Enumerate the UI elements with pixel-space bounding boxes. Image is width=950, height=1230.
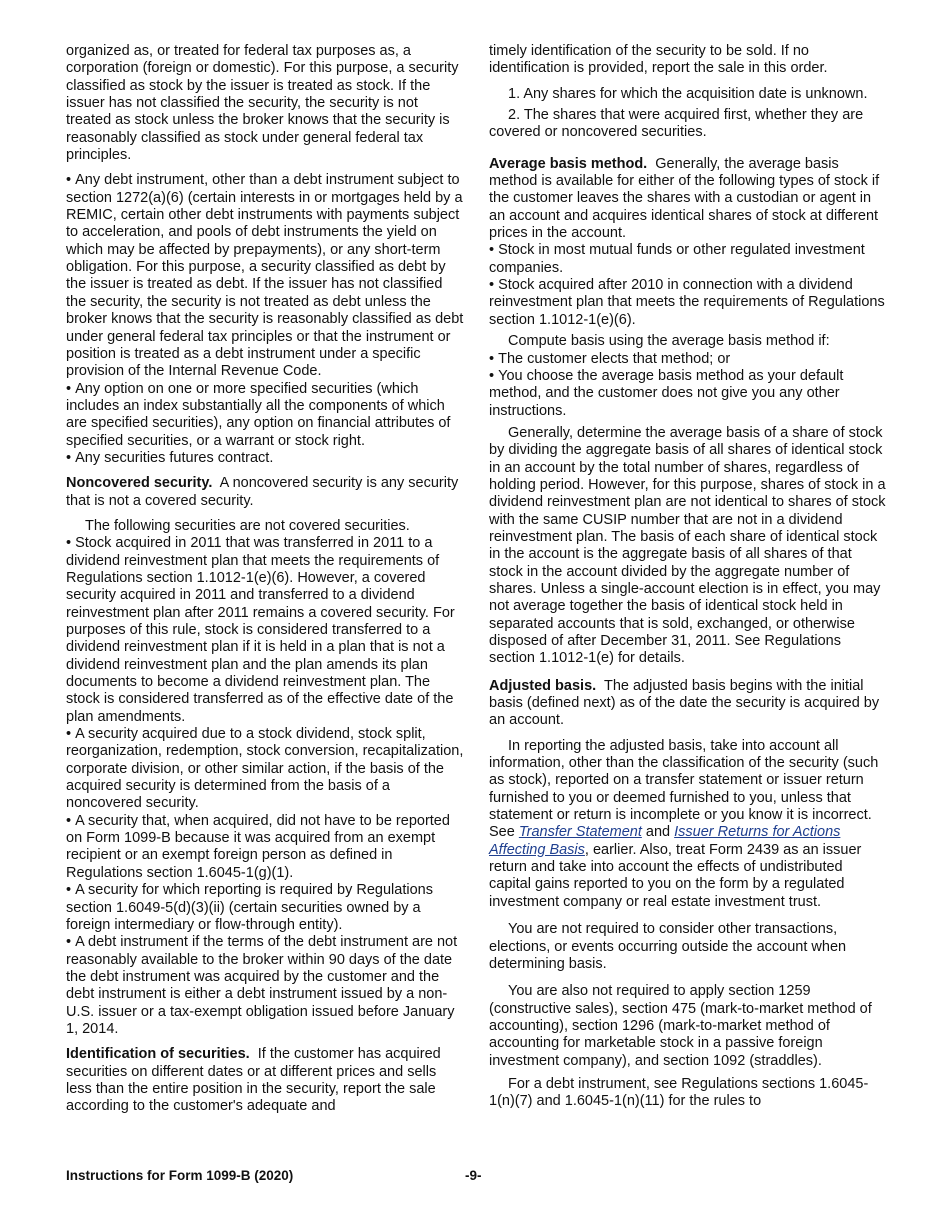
identification-text: If the customer has acquired securities on different dates or at different prices and sells less than the entire position in the security, report the sale according to the customer's adequate and [66, 1046, 441, 1115]
paragraph-not-required: You are not required to consider other transactions, elections, or events occurring outside the account when determining basis. [489, 921, 847, 972]
heading-adjusted-basis: Adjusted basis. [489, 677, 597, 694]
reporting-and: and [641, 824, 675, 841]
order-item-1: 1. Any shares for which the acquisition date is unknown. [508, 85, 868, 102]
link-transfer-statement[interactable]: Transfer Statement [518, 824, 642, 841]
bullet-foreign-intermediary: • A security for which reporting is required by Regulations section 1.6049-5(d)(3)(ii) (certain securities owned by a foreign intermediary or flow-through entity). [66, 882, 466, 934]
paragraph-compute: Compute basis using the average basis method if: [508, 333, 830, 350]
paragraph-timely: timely identification of the security to be sold. If no identification is provided, report the sale in this order. [489, 43, 828, 77]
left-column [66, 43, 466, 1124]
reporting-text-a: In reporting the adjusted basis, take into account all information, other than the classification of the security (such as stock), reported on a transfer statement or issuer return furnished to you or deemed furnished to you, unless that statement or return is incomplete or you know it is incorrect. See [489, 737, 879, 841]
bullet-debt-instrument: • Any debt instrument, other than a debt instrument subject to section 1272(a)(6) (certain interests in or mortgages held by a REMIC, certain other debt instruments with payments subject to acceleration, and pools of debt instruments the yield on which may be affected by prepayments), or any short-term obligation. For this purpose, a security classified as debt by the issuer is treated as debt. If the issuer has not classified the security, the security is not treated as debt unless the broker knows that the security is reasonably classified as debt under general federal tax principles or that the instrument or position is treated as a debt instrument under a specific provision of the Internal Revenue Code. [66, 172, 466, 380]
bullet-exempt-recipient: • A security that, when acquired, did not have to be reported on Form 1099-B because it was acquired from an exempt recipient or an exempt foreign person as defined in Regulations section 1.6045-1(g)(1). [66, 813, 466, 882]
paragraph-identification [66, 1046, 466, 1115]
paragraph-noncovered [66, 475, 466, 510]
average-basis-text: Generally, the average basis method is available for either of the following types of stock if the customer leaves the shares with a custodian or agent in an account and acquires identical shares of stock at different prices in the account. [489, 155, 880, 242]
right-column [489, 43, 887, 1119]
bullet-mutual-funds: • Stock in most mutual funds or other regulated investment companies. [489, 242, 887, 277]
paragraph-also-not-required: You are also not required to apply section 1259 (constructive sales), section 475 (mark-to-market method of accounting), section 1296 (mark-to-market method of accounting for marketable stock in a passive foreign investment company), and section 1092 (straddles). [489, 983, 872, 1069]
bullet-stock-after-2010: • Stock acquired after 2010 in connection with a dividend reinvestment plan that meets the requirements of Regulations section 1.1012-1(e)(6). [489, 277, 887, 329]
adjusted-basis-text: The adjusted basis begins with the initial basis (defined next) as of the date the security is acquired by an account. [489, 677, 880, 729]
noncovered-text: A noncovered security is any security that is not a covered security. [66, 475, 459, 509]
paragraph-debt-instrument: For a debt instrument, see Regulations sections 1.6045-1(n)(7) and 1.6045-1(n)(11) for the rules to [489, 1075, 869, 1110]
paragraph-generally: Generally, determine the average basis of a share of stock by dividing the aggregate basis of all shares of identical stock in an account by the total number of shares, regardless of holding period. However, for this purpose, shares of stock in a dividend reinvestment plan are not identical to shares of stock with the same CUSIP number that are not in a dividend reinvestment plan. The basis of each share of identical stock in the account is the aggregate basis of all shares of that stock in the account divided by the aggregate number of shares. Unless a single-account election is in effect, you may not average together the basis of identical stock held in separated accounts that is sold, exchanged, or otherwise disposed of after December 31, 2011. See Regulations section 1.1012-1(e) for details. [489, 424, 886, 667]
link-issuer-returns[interactable]: Issuer Returns for Actions Affecting Basis [489, 824, 841, 858]
paragraph-average-basis [489, 156, 887, 243]
paragraph-corporation: organized as, or treated for federal tax purposes as, a corporation (foreign or domestic). For this purpose, a security classified as stock by the issuer is treated as stock. If the issuer has not classified the security, the security is not treated as stock unless the broker knows that the security is reasonably classified as stock under general federal tax principles. [66, 43, 459, 164]
bullet-default-method: • You choose the average basis method as your default method, and the customer does not give you any other instructions. [489, 368, 887, 420]
paragraph-adjusted-basis [489, 678, 887, 730]
bullet-stock-dividend: • A security acquired due to a stock dividend, stock split, reorganization, redemption, stock conversion, recapitalization, corporate division, or other similar action, if the basis of the acquired security is determined from the basis of a noncovered security. [66, 726, 466, 813]
bullet-futures: • Any securities futures contract. [66, 450, 466, 467]
order-item-2: 2. The shares that were acquired first, whether they are covered or noncovered securities. [489, 107, 864, 141]
footer-form-title: Instructions for Form 1099-B (2020) [66, 1168, 294, 1183]
footer-page-number: -9- [465, 1168, 482, 1183]
reporting-text-b: , earlier. Also, treat Form 2439 as an issuer return and take into account the effects of undistributed capital gains reported to you on the form by a regulated investment company or real estate investment trust. [489, 841, 862, 910]
paragraph-following: The following securities are not covered securities. [85, 517, 410, 534]
bullet-drip-2011: • Stock acquired in 2011 that was transferred in 2011 to a dividend reinvestment plan that meets the requirements of Regulations section 1.1012-1(e)(6). However, a covered security acquired in 2011 and transferred to a dividend reinvestment plan after 2011 remains a covered security. For purposes of this rule, stock is considered transferred to a dividend reinvestment plan if it is held in a plan that is not a dividend reinvestment plan and the plan amends its plan documents to become a dividend reinvestment plan. The stock is considered transferred as of the effective date of the plan amendments. [66, 535, 466, 726]
heading-average-basis: Average basis method. [489, 155, 648, 172]
bullet-option: • Any option on one or more specified securities (which includes an index substantially all the components of which are specified securities), any option on financial attributes of specified securities, or a warrant or stock right. [66, 381, 466, 450]
heading-noncovered: Noncovered security. [66, 475, 213, 492]
paragraph-reporting [489, 738, 887, 911]
heading-identification: Identification of securities. [66, 1046, 250, 1063]
bullet-customer-elects: • The customer elects that method; or [489, 351, 887, 368]
bullet-debt-terms: • A debt instrument if the terms of the debt instrument are not reasonably available to the broker within 90 days of the date the debt instrument was acquired by the customer and the debt instrument is either a debt instrument issued by a non-U.S. issuer or a tax-exempt obligation issued before January 1, 2014. [66, 934, 466, 1038]
